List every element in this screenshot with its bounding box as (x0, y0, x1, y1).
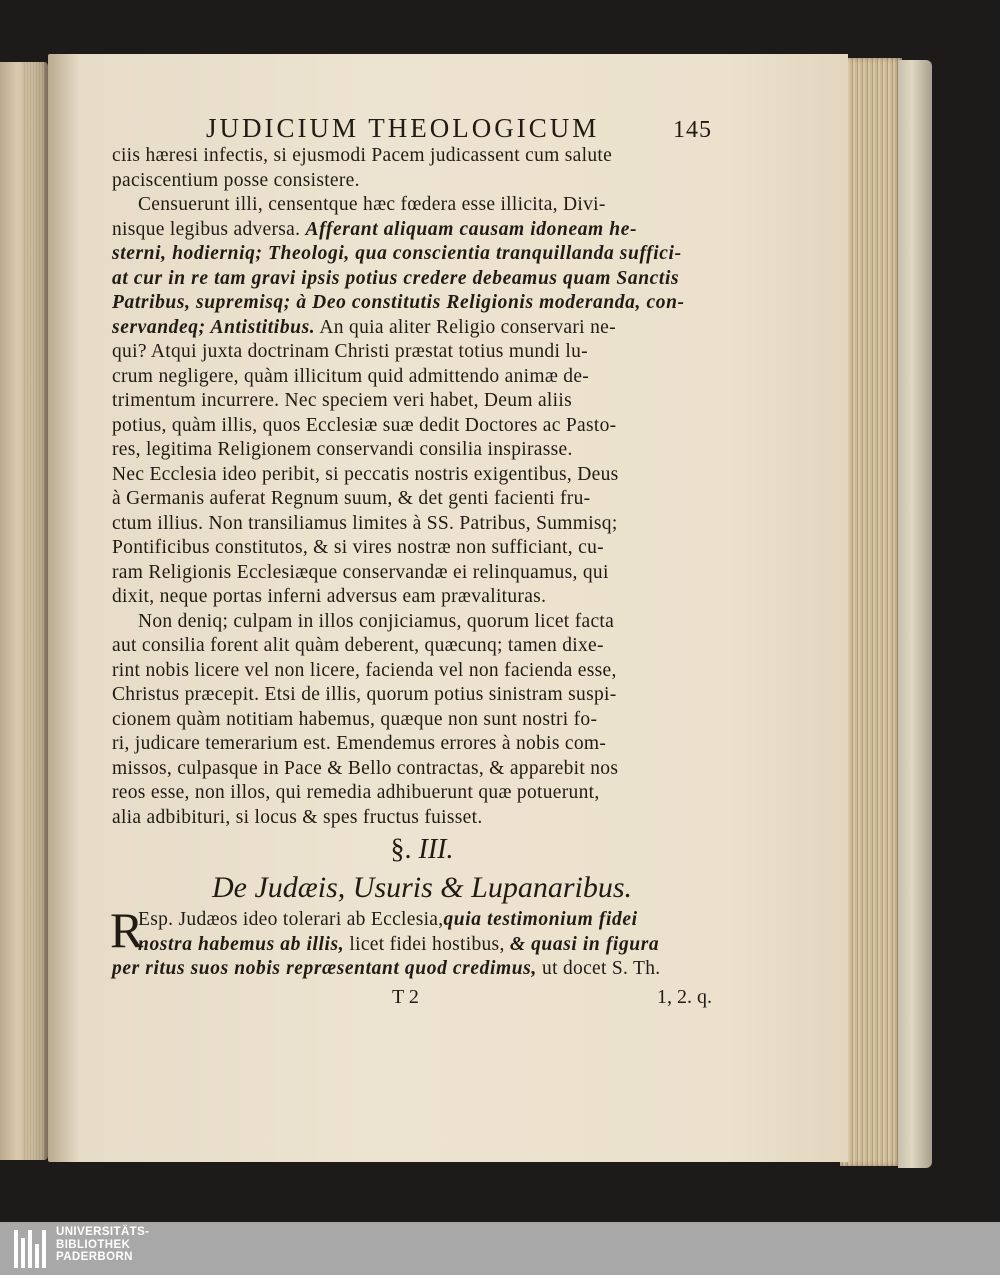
text-line: à Germanis auferat Regnum suum, & det genti facienti fru- (112, 488, 591, 509)
italic-line: sterni, hodierniq; Theologi, qua conscientia tranquillanda suffici- (112, 243, 682, 264)
italic-span: quia testimonium fidei (443, 909, 638, 930)
running-header (112, 110, 712, 144)
institution-line: BIBLIOTHEK (56, 1238, 131, 1251)
text-line: rint nobis licere vel non licere, facienda vel non facienda esse, (112, 659, 617, 681)
text-span: Esp. Judæos ideo tolerari ab Ecclesia, (138, 909, 444, 930)
italic-line: at cur in re tam gravi ipsis potius credere debeamus quam Sanctis (112, 267, 680, 289)
italic-span: nostra habemus ab illis, (138, 933, 345, 955)
text-line: dixit, neque portas inferni adversus eam prævalituras. (112, 586, 547, 607)
section-heading (112, 832, 712, 868)
italic-line: Patribus, supremisq; à Deo constitutis Religionis moderanda, con- (112, 292, 685, 313)
text-span: licet fidei hostibus, (349, 933, 505, 955)
page-block-edge (840, 58, 902, 1166)
institution-footer-bar (0, 1222, 1000, 1275)
text-line (112, 316, 712, 341)
text-line: missos, culpasque in Pace & Bello contractas, & apparebit nos (112, 757, 619, 779)
text-line: cionem quàm notitiam habemus, quæque non sunt nostri fo- (112, 708, 598, 730)
text-line: alia adbibituri, si locus & spes fructus fuisset. (112, 806, 483, 828)
institution-line: UNIVERSITÄTS- (56, 1226, 150, 1238)
section-subheading: De Judæis, Usuris & Lupanaribus. (211, 871, 633, 904)
text-line: Christus præcepit. Etsi de illis, quorum potius sinistram suspi- (112, 684, 617, 705)
text-line: Pontificibus constitutos, & si vires nostræ non sufficiant, cu- (112, 537, 604, 558)
institution-line: PADERBORN (56, 1251, 133, 1263)
text-line: ri, judicare temerarium est. Emendemus errores à nobis com- (112, 733, 607, 754)
signature-mark: T 2 (392, 985, 419, 1008)
text-line: crum negligere, quàm illicitum quid admittendo animæ de- (112, 365, 590, 387)
vellum-cover (898, 60, 932, 1168)
catchword: 1, 2. q. (657, 985, 712, 1008)
paragraph-start: Censuerunt illi, censentque hæc fœdera esse illicita, Divi- (138, 194, 606, 215)
page-footer (112, 986, 712, 1009)
text-line: ram Religionis Ecclesiæque conservandæ ei relinquamus, qui (112, 561, 609, 583)
text-line: reos esse, non illos, qui remedia adhibuerunt quæ potuerunt, (112, 782, 600, 803)
paragraph-start: Non deniq; culpam in illos conjiciamus, quorum licet facta (138, 610, 615, 632)
running-title: JUDICIUM THEOLOGICUM (206, 113, 600, 143)
text-line: Nec Ecclesia ideo peribit, si peccatis nostris exigentibus, Deus (112, 463, 619, 485)
italic-span: & quasi in figura (509, 933, 660, 955)
left-page-stack (22, 62, 44, 1160)
institution-name (56, 1226, 149, 1264)
italic-span: servandeq; Antistitibus. (112, 316, 316, 338)
text-span: nisque legibus adversa. (112, 218, 301, 240)
text-line: qui? Atqui juxta doctrinam Christi præstat totius mundi lu- (112, 341, 588, 362)
text-line: ciis hæresi infectis, si ejusmodi Pacem judicassent cum salute (112, 145, 613, 166)
section-number: III. (418, 834, 454, 865)
text-line: aut consilia forent alit quàm deberent, quæcunq; tamen dixe- (112, 635, 604, 656)
drop-capital: R (110, 902, 144, 958)
section-mark: §. (390, 834, 412, 865)
text-span: An quia aliter Religio conservari ne- (319, 316, 616, 338)
italic-span: per ritus suos nobis repræsentant quod credimus, (112, 958, 537, 979)
text-span: ut docet S. Th. (542, 958, 661, 979)
text-line: potius, quàm illis, quos Ecclesiæ suæ dedit Doctores ac Pasto- (112, 414, 617, 436)
text-line (112, 933, 712, 958)
text-line: trimentum incurrere. Nec speciem veri habet, Deum aliis (112, 390, 572, 411)
text-line: res, legitima Religionem conservandi consilia inspirasse. (112, 439, 573, 460)
text-line: ctum illius. Non transiliamus limites à SS. Patribus, Summisq; (112, 512, 618, 534)
page-text (112, 110, 712, 1009)
library-logo-icon (14, 1230, 48, 1268)
text-line: paciscentium posse consistere. (112, 169, 360, 191)
italic-span: Afferant aliquam causam idoneam he- (305, 218, 638, 240)
text-line (112, 218, 712, 243)
text-line (112, 957, 712, 982)
page-number: 145 (673, 117, 712, 143)
